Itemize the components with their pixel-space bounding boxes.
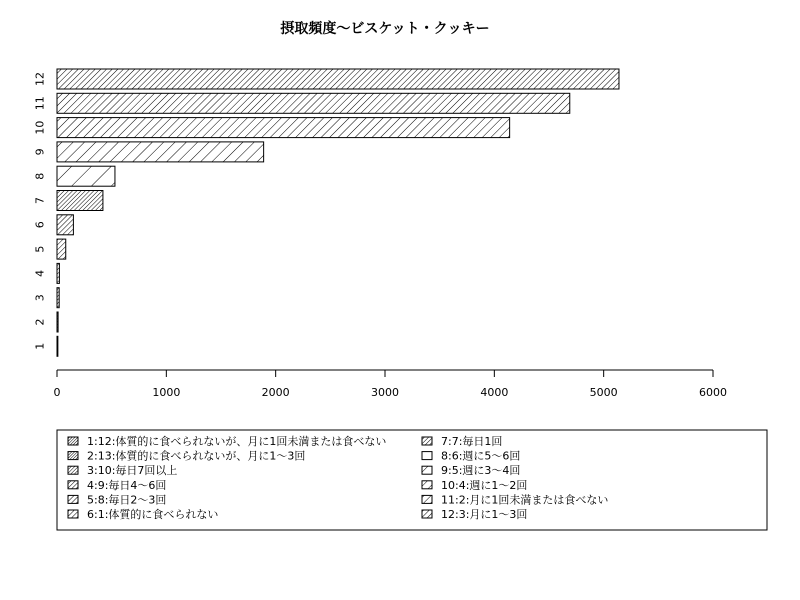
legend-key <box>422 495 432 503</box>
y-tick-label: 12 <box>33 72 47 86</box>
chart-title: 摂取頻度～ビスケット・クッキー <box>280 21 490 37</box>
y-tick-label: 2 <box>33 318 47 326</box>
y-tick-label: 10 <box>33 120 47 135</box>
y-tick-label: 6 <box>33 221 47 229</box>
bar-3 <box>57 288 59 308</box>
legend-key <box>68 481 78 489</box>
legend-key <box>68 495 78 503</box>
legend-label: 4:9:毎日4～6回 <box>87 478 167 492</box>
y-tick-label: 9 <box>33 148 47 156</box>
y-tick-label: 1 <box>33 342 47 350</box>
bar-11 <box>57 93 570 113</box>
x-tick-label: 0 <box>53 386 61 399</box>
legend-label: 11:2:月に1回未満または食べない <box>441 493 609 507</box>
legend-label: 3:10:毎日7回以上 <box>87 464 178 478</box>
bar-9 <box>57 142 264 162</box>
x-tick-label: 6000 <box>699 386 727 399</box>
bar-4 <box>57 263 59 283</box>
bar-12 <box>57 69 619 89</box>
legend-label: 12:3:月に1～3回 <box>441 508 528 521</box>
x-axis <box>54 370 728 399</box>
legend-label: 10:4:週に1～2回 <box>441 478 528 492</box>
legend-key <box>422 452 432 460</box>
x-tick-label: 3000 <box>371 386 399 399</box>
y-tick-label: 4 <box>33 269 47 277</box>
bar-7 <box>57 191 103 211</box>
legend-key <box>422 437 432 445</box>
bar-5 <box>57 239 66 259</box>
legend-key <box>422 481 432 489</box>
bar-10 <box>57 118 510 138</box>
legend-key <box>68 466 78 474</box>
legend-key <box>68 452 78 460</box>
x-tick-label: 1000 <box>152 386 181 399</box>
legend <box>57 430 767 530</box>
x-tick-label: 5000 <box>589 386 618 399</box>
y-tick-label: 8 <box>33 172 47 180</box>
legend-label: 6:1:体質的に食べられない <box>87 508 219 521</box>
legend-label: 5:8:毎日2～3回 <box>87 493 167 507</box>
y-tick-label: 11 <box>33 96 47 111</box>
legend-key <box>68 510 78 518</box>
legend-label: 8:6:週に5～6回 <box>441 449 521 463</box>
bars-group <box>57 69 619 356</box>
x-tick-label: 4000 <box>480 386 509 399</box>
y-tick-label: 7 <box>33 197 47 204</box>
legend-key <box>422 466 432 474</box>
legend-label: 2:13:体質的に食べられないが、月に1～3回 <box>87 449 306 463</box>
legend-label: 7:7:毎日1回 <box>441 435 503 448</box>
y-axis <box>34 72 47 350</box>
legend-key <box>422 510 432 518</box>
y-tick-label: 5 <box>33 245 47 253</box>
bar-1 <box>57 336 58 356</box>
bar-6 <box>57 215 73 235</box>
legend-label: 9:5:週に3～4回 <box>441 464 521 478</box>
legend-label: 1:12:体質的に食べられないが、月に1回未満または食べない <box>87 435 387 448</box>
bar-2 <box>57 312 58 332</box>
bar-8 <box>57 166 115 186</box>
y-tick-label: 3 <box>33 294 47 302</box>
legend-key <box>68 437 78 445</box>
x-tick-label: 2000 <box>261 386 290 399</box>
